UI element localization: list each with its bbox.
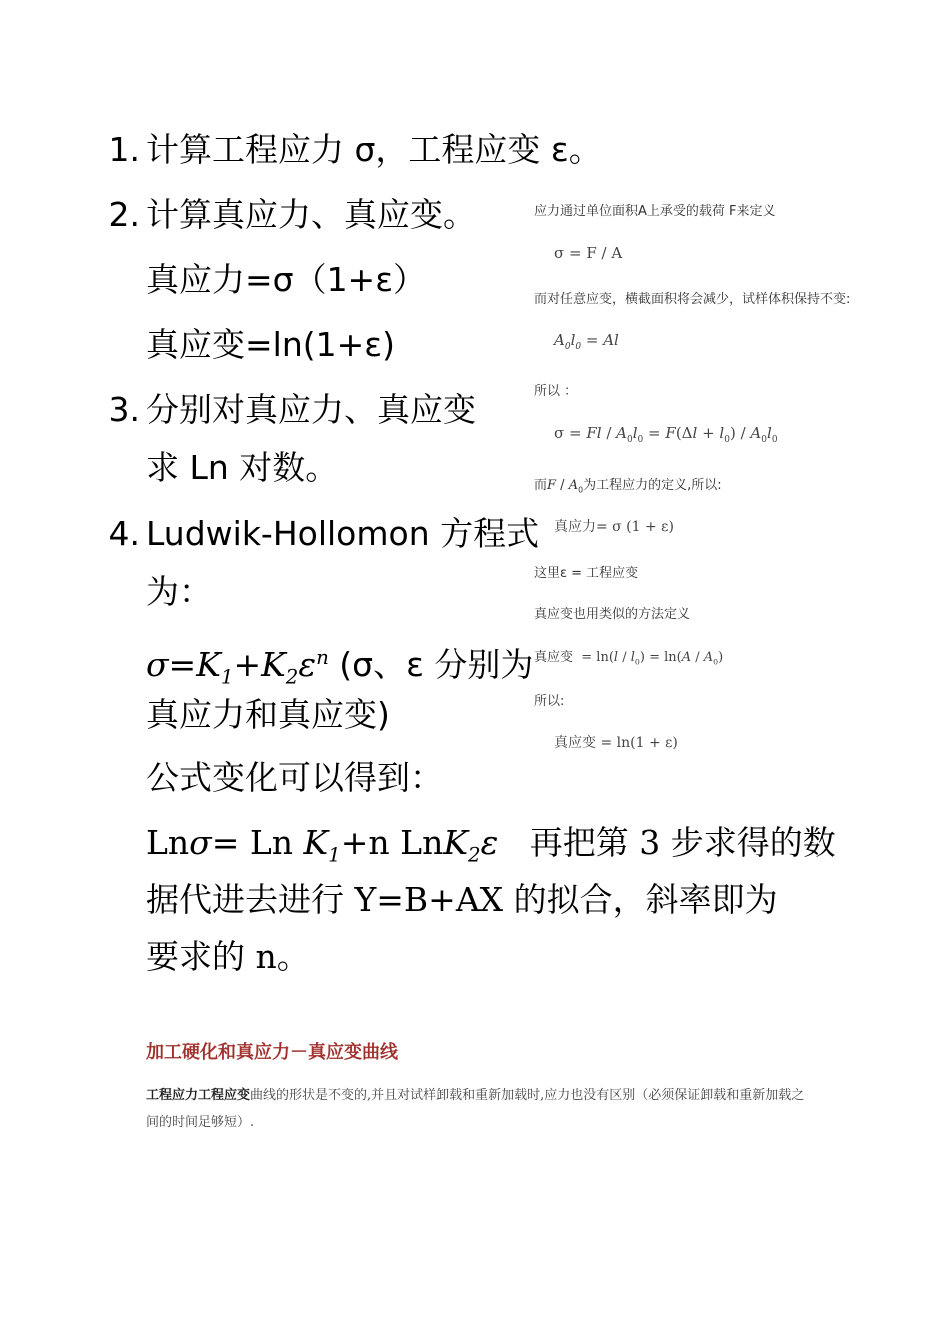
panel-line-2: 而对任意应变，横截面积将会减少，试样体积保持不变: — [534, 292, 851, 307]
step-2-text: 计算真应力、真应变。 — [146, 195, 476, 234]
panel-line-6: 真应变也用类似的方法定义 — [534, 607, 691, 622]
panel-line-3: 所以 ： — [534, 384, 578, 399]
panel-formula-1: σ = F / A — [554, 244, 623, 262]
section-heading: 加工硬化和真应力－真应变曲线 — [146, 1042, 398, 1063]
panel-formula-2: $A_0l_0 = Al$ — [554, 331, 619, 352]
paragraph-bold-lead: 工程应力工程应变 — [146, 1088, 251, 1103]
step-2-number: 2. — [108, 195, 140, 234]
paragraph-body: 曲线的形状是不变的,并且对试样卸载和重新加载时,应力也没有区别（必须保证卸载和重新加载之间的时间足够短）. — [146, 1088, 805, 1130]
panel-line-7: 真应变 = $\ln(l / l_0) = \ln(A / A_0)$ — [534, 650, 724, 667]
panel-line-4: 而F / $A_0$为工程应力的定义,所以: — [534, 478, 722, 495]
definition-panel — [528, 196, 898, 766]
true-strain-formula: 真应变=ln(1+ε) — [146, 325, 395, 364]
hollomon-equation — [146, 638, 533, 698]
step-4-number: 4. — [108, 514, 140, 553]
fit-line3: 要求的 n。 — [146, 937, 310, 976]
hollomon-note-line2: 真应力和真应变) — [146, 695, 390, 734]
section-paragraph — [146, 1082, 811, 1136]
step-3-line1: 分别对真应力、真应变 — [146, 390, 476, 429]
step-3-line2: 求 Ln 对数。 — [146, 448, 339, 487]
step-3-number: 3. — [108, 390, 140, 429]
hollomon-formula: $\sigma=K_1+K_2\varepsilon^n$ — [146, 645, 329, 689]
step-1-text: 计算工程应力 σ，工程应变 ε。 — [146, 130, 602, 169]
log-equation-line — [146, 823, 836, 876]
fit-line2: 据代进去进行 Y=B+AX 的拟合，斜率即为 — [146, 880, 778, 919]
step-4-line1: Ludwik-Hollomon 方程式 — [146, 514, 540, 553]
panel-line-5: 这里ε = 工程应变 — [534, 566, 639, 581]
panel-line-8: 所以: — [534, 694, 565, 709]
panel-formula-5: 真应变 = ln(1 + ε) — [554, 735, 678, 751]
log-formula: Lnσ= Ln $K_1+n$ LnK$_2$ε — [146, 823, 499, 867]
panel-formula-4: 真应力= σ (1 + ε) — [554, 519, 674, 535]
step-4-line2: 为： — [146, 572, 212, 611]
panel-formula-3: $\sigma = Fl / A_0l_0 = F(\Delta l + l_0) / A_0l_0$ — [554, 424, 778, 445]
fit-line1-tail: 再把第 3 步求得的数 — [529, 823, 836, 862]
hollomon-note: (σ、ε 分别为 — [328, 645, 534, 684]
true-stress-formula: 真应力=σ（1+ε） — [146, 260, 427, 299]
panel-line-4-text: 为工程应力的定义,所以: — [583, 478, 722, 493]
transform-text: 公式变化可以得到： — [146, 758, 443, 797]
step-1-number: 1. — [108, 130, 140, 169]
panel-line-1: 应力通过单位面积A上承受的载荷 F来定义 — [534, 204, 776, 219]
